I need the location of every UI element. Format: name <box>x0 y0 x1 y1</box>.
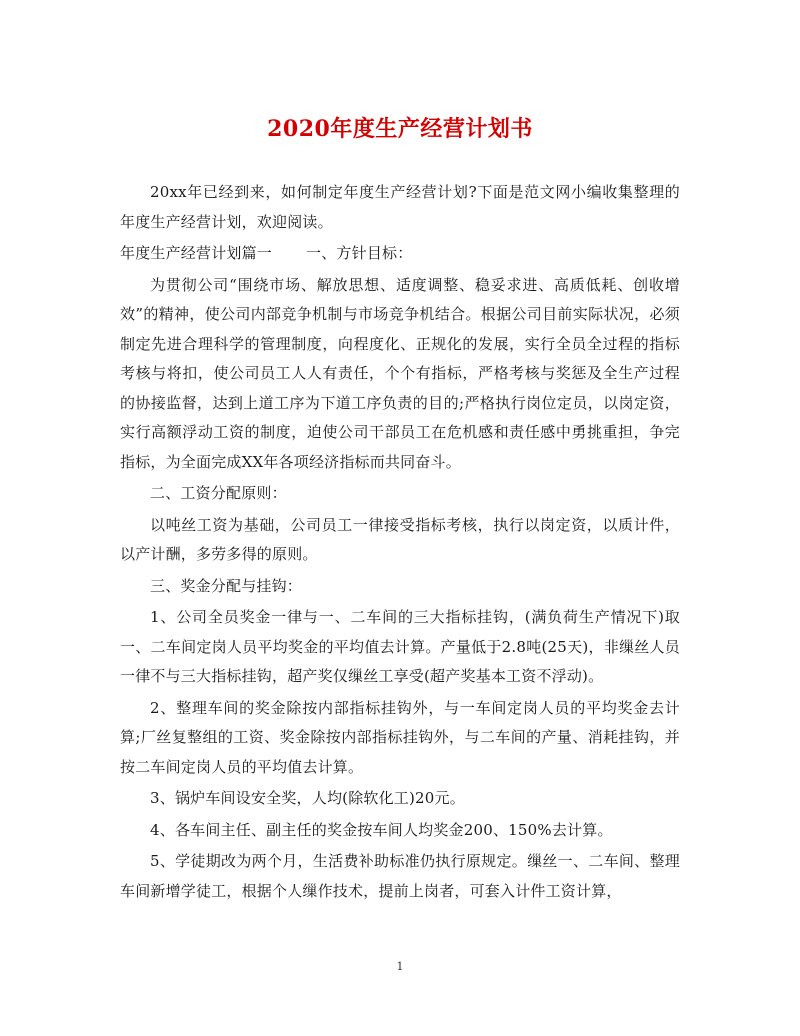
bonus-item-1: 1、公司全员奖金一律与一、二车间的三大指标挂钩，(满负荷生产情况下)取一、二车间定岗人员平均奖金的平均值去计算。产量低于2.8吨(25天)，非缫丝人员一律不与三大指标挂钩，超产奖仅缫丝工享受(超产奖基本工资不浮动)。 <box>120 608 680 685</box>
section-heading: 一、方针目标： <box>306 244 413 262</box>
document-title: 2020年度生产经营计划书 <box>267 116 533 142</box>
bonus-heading: 三、奖金分配与挂钩： <box>150 576 303 595</box>
document-body <box>120 178 680 908</box>
wage-paragraph: 以吨丝工资为基础，公司员工一律接受指标考核，执行以岗定资，以质计件，以产计酬，多劳多得的原则。 <box>120 515 680 563</box>
intro-paragraph: 20xx年已经到来，如何制定年度生产经营计划?下面是范文网小编收集整理的年度生产经营计划，欢迎阅读。 <box>120 183 680 231</box>
bonus-item-2: 2、整理车间的奖金除按内部指标挂钩外，与一车间定岗人员的平均奖金去计算;厂丝复整组的工资、奖金除按内部指标挂钩外，与二车间的产量、消耗挂钩，并按二车间定岗人员的平均值去计算。 <box>120 698 680 776</box>
policy-paragraph: 为贯彻公司“围绕市场、解放思想、适度调整、稳妥求进、高质低耗、创收增效”的精神，使公司内部竞争机制与市场竞争机结合。根据公司目前实际状况，必须制定先进合理科学的管理制度，向程度化、正规化的发展，实行全员全过程的指标考核与将扣，使公司员工人人有责任，个个有指标，严格考核与奖惩及全生产过程的协接监督，达到上道工序为下道工序负责的目的;严格执行岗位定员，以岗定资，实行高额浮动工资的制度，迫使公司干部员工在危机感和责任感中勇挑重担，争完指标，为全面完成XX年各项经济指标而共同奋斗。 <box>120 275 680 471</box>
bonus-item-5: 5、学徒期改为两个月，生活费补助标准仍执行原规定。缫丝一、二车间、整理车间新增学徒工，根据个人缫作技术，提前上岗者，可套入计件工资计算， <box>120 852 680 900</box>
bonus-item-3: 3、锅炉车间设安全奖，人均(除软化工)20元。 <box>150 789 465 807</box>
section-label: 年度生产经营计划篇一 <box>120 244 273 262</box>
page-number: 1 <box>396 960 404 973</box>
section-heading-line <box>120 239 680 269</box>
wage-heading: 二、工资分配原则： <box>150 484 287 502</box>
bonus-item-4: 4、各车间主任、副主任的奖金按车间人均奖金200、150%去计算。 <box>150 820 613 839</box>
